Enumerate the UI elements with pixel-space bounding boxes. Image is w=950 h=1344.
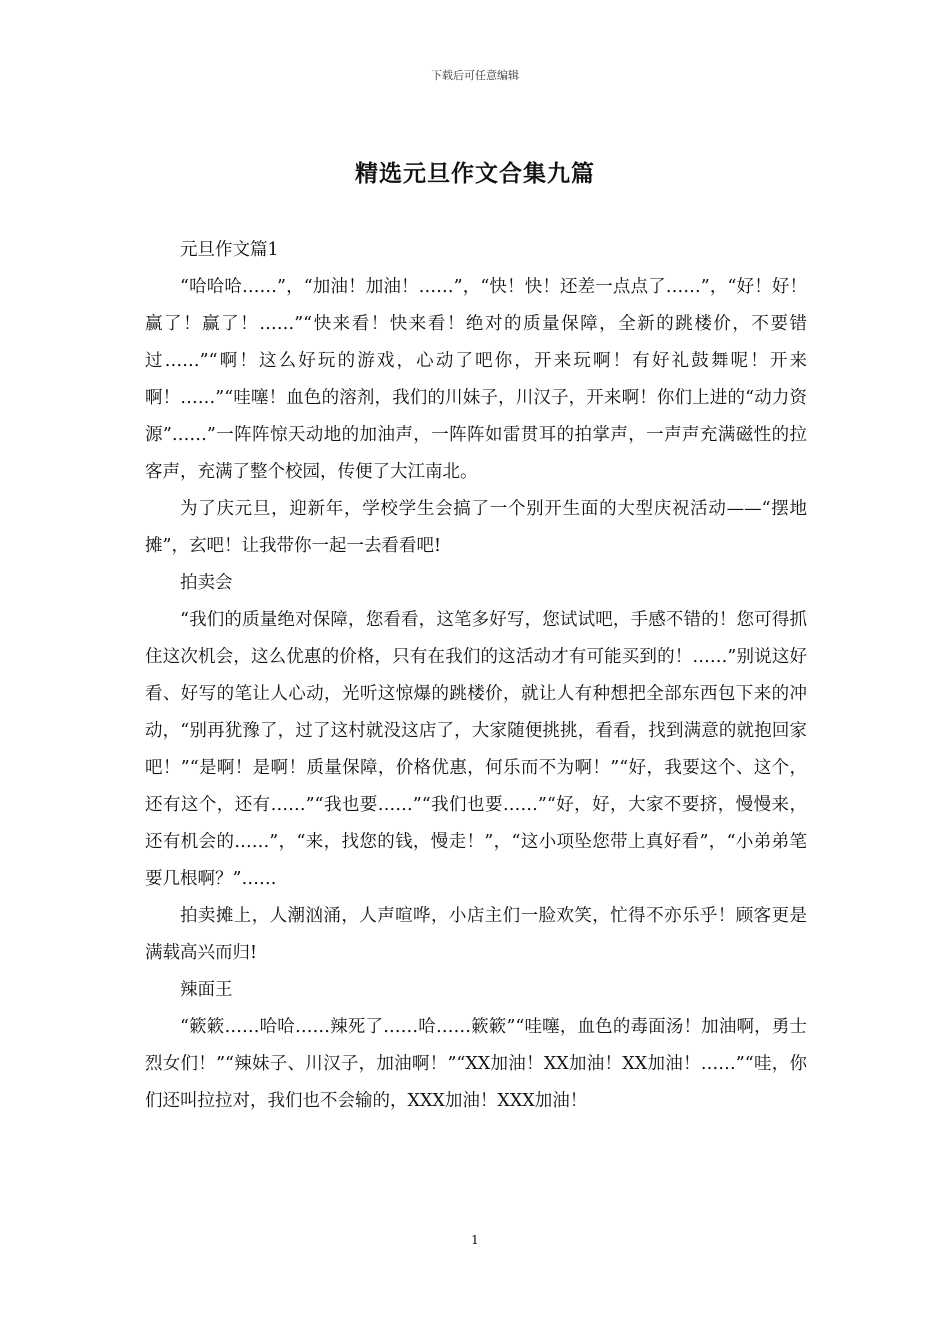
body-paragraph: “簌簌……哈哈……辣死了……哈……簌簌”“哇噻，血色的毒面汤！加油啊，勇士烈女们！”“辣妹子、川汉子，加油啊！”“XX加油！XX加油！XX加油！……”“哇，你们还叫拉拉对，我们也不会输的，XXX加油！XXX加油！: [145, 1017, 807, 1111]
subheading-spicy-noodle-king: 辣面王: [180, 980, 233, 1000]
body-paragraph: “我们的质量绝对保障，您看看，这笔多好写，您试试吧，手感不错的！您可得抓住这次机会，这么优惠的价格，只有在我们的这活动才有可能买到的！……”别说这好看、好写的笔让人心动，光听这惊爆的跳楼价，就让人有种想把全部东西包下来的冲动，“别再犹豫了，过了这村就没这店了，大家随便挑挑，看看，找到满意的就抱回家吧！”“是啊！是啊！质量保障，价格优惠，何乐而不为啊！”“好，我要这个、这个，还有这个，还有……”“我也要……”“我们也要……”“好，好，大家不要挤，慢慢来，还有机会的……”，“来，找您的钱，慢走！”，“这小项坠您带上真好看”，“小弟弟笔要几根啊？”……: [145, 610, 807, 889]
page-number: 1: [471, 1233, 479, 1247]
body-paragraph: 拍卖摊上，人潮汹涌，人声喧哗，小店主们一脸欢笑，忙得不亦乐乎！顾客更是满载高兴而归!: [145, 906, 807, 963]
page-header-note: 下载后可任意编辑: [431, 69, 519, 82]
section-heading-essay-1: 元旦作文篇1: [180, 240, 279, 260]
document-body: [145, 232, 807, 1120]
body-paragraph: 为了庆元旦，迎新年，学校学生会搞了一个别开生面的大型庆祝活动——“摆地摊”，玄吧！让我带你一起一去看看吧!: [145, 499, 807, 556]
subheading-auction: 拍卖会: [180, 573, 233, 593]
body-paragraph: “哈哈哈……”，“加油！加油！……”，“快！快！还差一点点了……”，“好！好！赢了！赢了！……”“快来看！快来看！绝对的质量保障，全新的跳楼价，不要错过……”“啊！这么好玩的游戏，心动了吧你，开来玩啊！有好礼鼓舞呢！开来啊！……”“哇噻！血色的溶剂，我们的川妹子，川汉子，开来啊！你们上进的“动力资源”……”一阵阵惊天动地的加油声，一阵阵如雷贯耳的拍掌声，一声声充满磁性的拉客声，充满了整个校园，传便了大江南北。: [145, 277, 807, 482]
document-title: 精选元旦作文合集九篇: [355, 160, 595, 187]
